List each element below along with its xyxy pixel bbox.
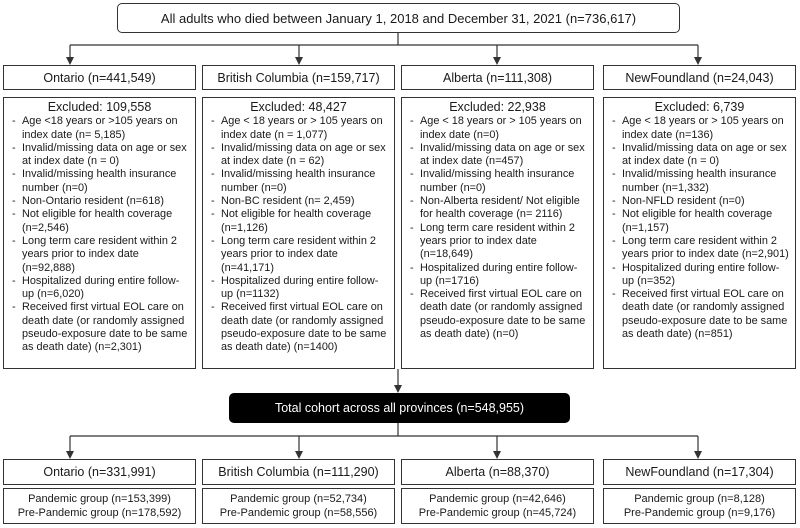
exclusion-item: - Not eligible for health coverage (n=2,546) xyxy=(8,208,191,235)
exclusion-item: - Not eligible for health coverage (n=1,126) xyxy=(207,208,390,235)
pre-pandemic-group: Pre-Pandemic group (n=45,724) xyxy=(418,507,577,519)
province-box-ontario xyxy=(3,65,196,90)
exclusion-item: - Hospitalized during entire follow-up (n=1132) xyxy=(207,275,390,302)
pandemic-group: Pandemic group (n=42,646) xyxy=(429,493,566,505)
exclusion-item: - Received first virtual EOL care on death date (or randomly assigned pseudo-exposure date to be same as death date) (n=1400) xyxy=(207,301,390,354)
exclusion-item: - Invalid/missing data on age or sex at index date (n = 62) xyxy=(207,142,390,169)
group-box-ontario xyxy=(3,488,196,524)
province-label: British Columbia (n=159,717) xyxy=(217,70,380,85)
excluded-count: Excluded: 48,427 xyxy=(250,100,347,114)
total-cohort-box xyxy=(229,393,570,423)
exclusion-box-ontario xyxy=(3,97,196,369)
province-label: Alberta (n=111,308) xyxy=(443,70,552,85)
study-population-label: All adults who died between January 1, 2018 and December 31, 2021 (n=736,617) xyxy=(160,10,637,26)
excluded-count: Excluded: 6,739 xyxy=(654,100,745,114)
exclusion-item: - Invalid/missing health insurance number (n=0) xyxy=(406,168,589,195)
exclusion-item: - Long term care resident within 2 years prior to index date (n=18,649) xyxy=(406,222,589,262)
exclusion-item: - Invalid/missing health insurance number (n=0) xyxy=(8,168,191,195)
final-cohort-label: Ontario (n=331,991) xyxy=(43,465,156,479)
province-box-newfoundland xyxy=(603,65,796,90)
exclusion-item: - Long term care resident within 2 years prior to index date (n=41,171) xyxy=(207,235,390,275)
exclusion-item: - Received first virtual EOL care on death date (or randomly assigned pseudo-exposure date to be same as death date) (n=2,301) xyxy=(8,301,191,354)
province-label: Ontario (n=441,549) xyxy=(43,70,156,85)
province-label: NewFoundland (n=24,043) xyxy=(625,70,774,85)
final-cohort-ontario xyxy=(3,459,196,485)
pandemic-group: Pandemic group (n=52,734) xyxy=(230,493,367,505)
excluded-count: Excluded: 22,938 xyxy=(449,100,546,114)
exclusion-item: - Age < 18 years or > 105 years on index date (n=0) xyxy=(406,115,589,142)
final-cohort-newfoundland xyxy=(603,459,796,485)
province-box-alberta xyxy=(401,65,594,90)
exclusion-box-british-columbia xyxy=(202,97,395,369)
exclusion-item: - Long term care resident within 2 years prior to index date (n=92,888) xyxy=(8,235,191,275)
exclusion-item: - Invalid/missing data on age or sex at index date (n=457) xyxy=(406,142,589,169)
exclusion-box-alberta xyxy=(401,97,594,369)
province-box-british-columbia xyxy=(202,65,395,90)
final-cohort-label: NewFoundland (n=17,304) xyxy=(625,465,774,479)
final-cohort-british-columbia xyxy=(202,459,395,485)
exclusion-item: - Non-BC resident (n= 2,459) xyxy=(207,195,390,208)
exclusion-item: - Non-Ontario resident (n=618) xyxy=(8,195,191,208)
exclusion-item: - Received first virtual EOL care on death date (or randomly assigned pseudo-exposure date to be same as death date) (n=0) xyxy=(406,288,589,341)
exclusion-item: - Age < 18 years or > 105 years on index date (n = 1,077) xyxy=(207,115,390,142)
exclusion-item: - Non-NFLD resident (n=0) xyxy=(608,195,791,208)
final-cohort-label: British Columbia (n=111,290) xyxy=(218,465,379,479)
group-box-newfoundland xyxy=(603,488,796,524)
exclusion-item: - Age < 18 years or > 105 years on index date (n=136) xyxy=(608,115,791,142)
final-cohort-alberta xyxy=(401,459,594,485)
pandemic-group: Pandemic group (n=8,128) xyxy=(634,493,765,505)
exclusion-item: - Invalid/missing health insurance number (n=1,332) xyxy=(608,168,791,195)
exclusion-item: - Non-Alberta resident/ Not eligible for health coverage (n= 2116) xyxy=(406,195,589,222)
exclusion-item: - Hospitalized during entire follow-up (n=6,020) xyxy=(8,275,191,302)
exclusion-item: - Age <18 years or >105 years on index date (n= 5,185) xyxy=(8,115,191,142)
exclusion-item: - Received first virtual EOL care on death date (or randomly assigned pseudo-exposure date to be same as death date) (n=851) xyxy=(608,288,791,341)
final-cohort-label: Alberta (n=88,370) xyxy=(445,465,550,479)
exclusion-item: - Invalid/missing data on age or sex at index date (n = 0) xyxy=(608,142,791,169)
exclusion-box-newfoundland xyxy=(603,97,796,369)
study-population-box xyxy=(117,3,680,33)
group-box-british-columbia xyxy=(202,488,395,524)
exclusion-item: - Long term care resident within 2 years prior to index date (n=2,901) xyxy=(608,235,791,262)
pre-pandemic-group: Pre-Pandemic group (n=9,176) xyxy=(623,507,776,519)
exclusion-item: - Invalid/missing data on age or sex at index date (n = 0) xyxy=(8,142,191,169)
exclusion-item: - Not eligible for health coverage (n=1,157) xyxy=(608,208,791,235)
exclusion-item: - Hospitalized during entire follow-up (n=1716) xyxy=(406,262,589,289)
total-cohort-label: Total cohort across all provinces (n=548,955) xyxy=(274,401,525,415)
pandemic-group: Pandemic group (n=153,399) xyxy=(28,493,171,505)
group-box-alberta xyxy=(401,488,594,524)
exclusion-item: - Hospitalized during entire follow-up (n=352) xyxy=(608,262,791,289)
pre-pandemic-group: Pre-Pandemic group (n=178,592) xyxy=(17,507,182,519)
exclusion-item: - Invalid/missing health insurance number (n=0) xyxy=(207,168,390,195)
pre-pandemic-group: Pre-Pandemic group (n=58,556) xyxy=(219,507,378,519)
excluded-count: Excluded: 109,558 xyxy=(47,100,152,114)
